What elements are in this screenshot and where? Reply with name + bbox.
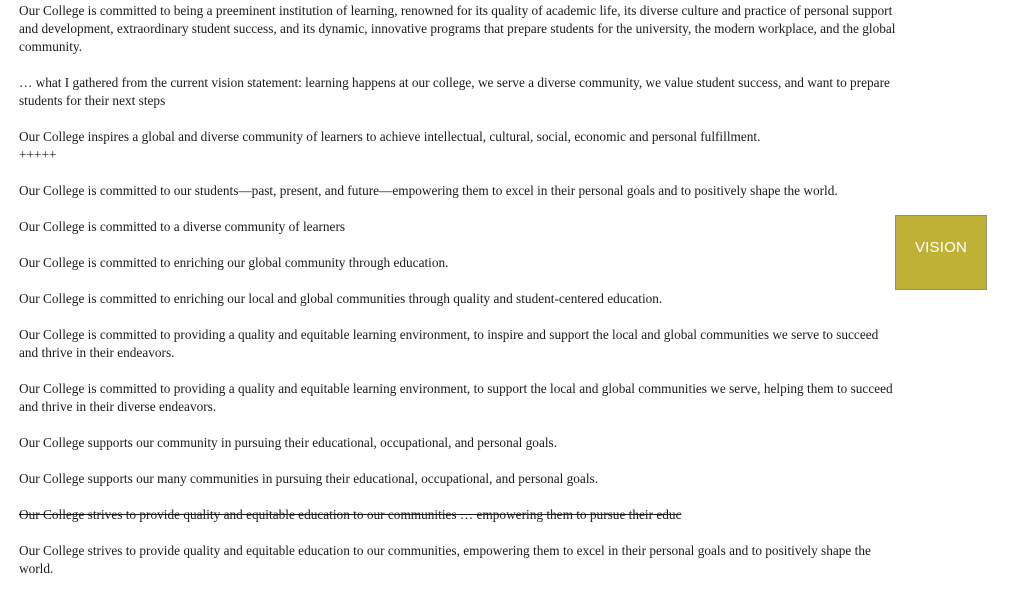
paragraph-supports-community (19, 434, 1009, 452)
text-line: students for their next steps (19, 93, 166, 108)
text-line: and development, extraordinary student success, and its dynamic, innovative programs that prepare students for the university, the modern workplace, and the global (19, 21, 896, 36)
paragraph-support-helping (19, 380, 1009, 416)
text-line: Our College is committed to enriching our local and global communities through quality and student-centered education. (19, 291, 663, 306)
text-line: Our College supports our community in pursuing their educational, occupational, and personal goals. (19, 435, 558, 450)
text-line: Our College is committed to being a preeminent institution of learning, renowned for its quality of academic life, its diverse culture and practice of personal support (19, 3, 893, 18)
text-line: Our College is committed to providing a quality and equitable learning environment, to inspire and support the local and global communities we serve to succeed (19, 327, 879, 342)
vision-label: VISION (914, 239, 968, 256)
strikethrough-text-line: Our College strives to provide quality and equitable education to our communities … empowering them to pursue their educ (19, 507, 682, 522)
text-line: and thrive in their endeavors. (19, 345, 175, 360)
vision-label-box[interactable] (895, 215, 987, 290)
text-line: Our College is committed to providing a quality and equitable learning environment, to support the local and global communities we serve, helping them to succeed (19, 381, 893, 396)
text-line: Our College inspires a global and diverse community of learners to achieve intellectual, cultural, social, economic and personal fulfillment. (19, 129, 761, 144)
text-line: world. (19, 561, 54, 576)
paragraph-gathered-notes (19, 74, 1009, 110)
paragraph-struck-draft (19, 506, 1009, 524)
text-line: Our College supports our many communities in pursuing their educational, occupational, and personal goals. (19, 471, 599, 486)
paragraph-supports-many-communities (19, 470, 1009, 488)
paragraph-enriching-global (19, 254, 1009, 272)
text-line: Our College is committed to a diverse community of learners (19, 219, 346, 234)
text-line: and thrive in their diverse endeavors. (19, 399, 217, 414)
paragraph-inspire-support (19, 326, 1009, 362)
text-line: Our College is committed to enriching our global community through education. (19, 255, 449, 270)
paragraph-inspires-global (19, 128, 1009, 164)
text-line: Our College is committed to our students—past, present, and future—empowering them to excel in their personal goals and to positively shape the world. (19, 183, 838, 198)
paragraph-diverse-community (19, 218, 1009, 236)
paragraph-committed-students (19, 182, 1009, 200)
document-body (19, 2, 1009, 596)
text-line: Our College strives to provide quality and equitable education to our communities, empowering them to excel in their personal goals and to positively shape the (19, 543, 871, 558)
paragraph-enriching-local-global (19, 290, 1009, 308)
paragraph-strives-quality (19, 542, 1009, 578)
separator-plus-line: +++++ (19, 147, 57, 162)
text-line: … what I gathered from the current vision statement: learning happens at our college, we serve a diverse community, we value student success, and want to prepare (19, 75, 890, 90)
text-line: community. (19, 39, 83, 54)
paragraph-preeminent-institution (19, 2, 1009, 56)
